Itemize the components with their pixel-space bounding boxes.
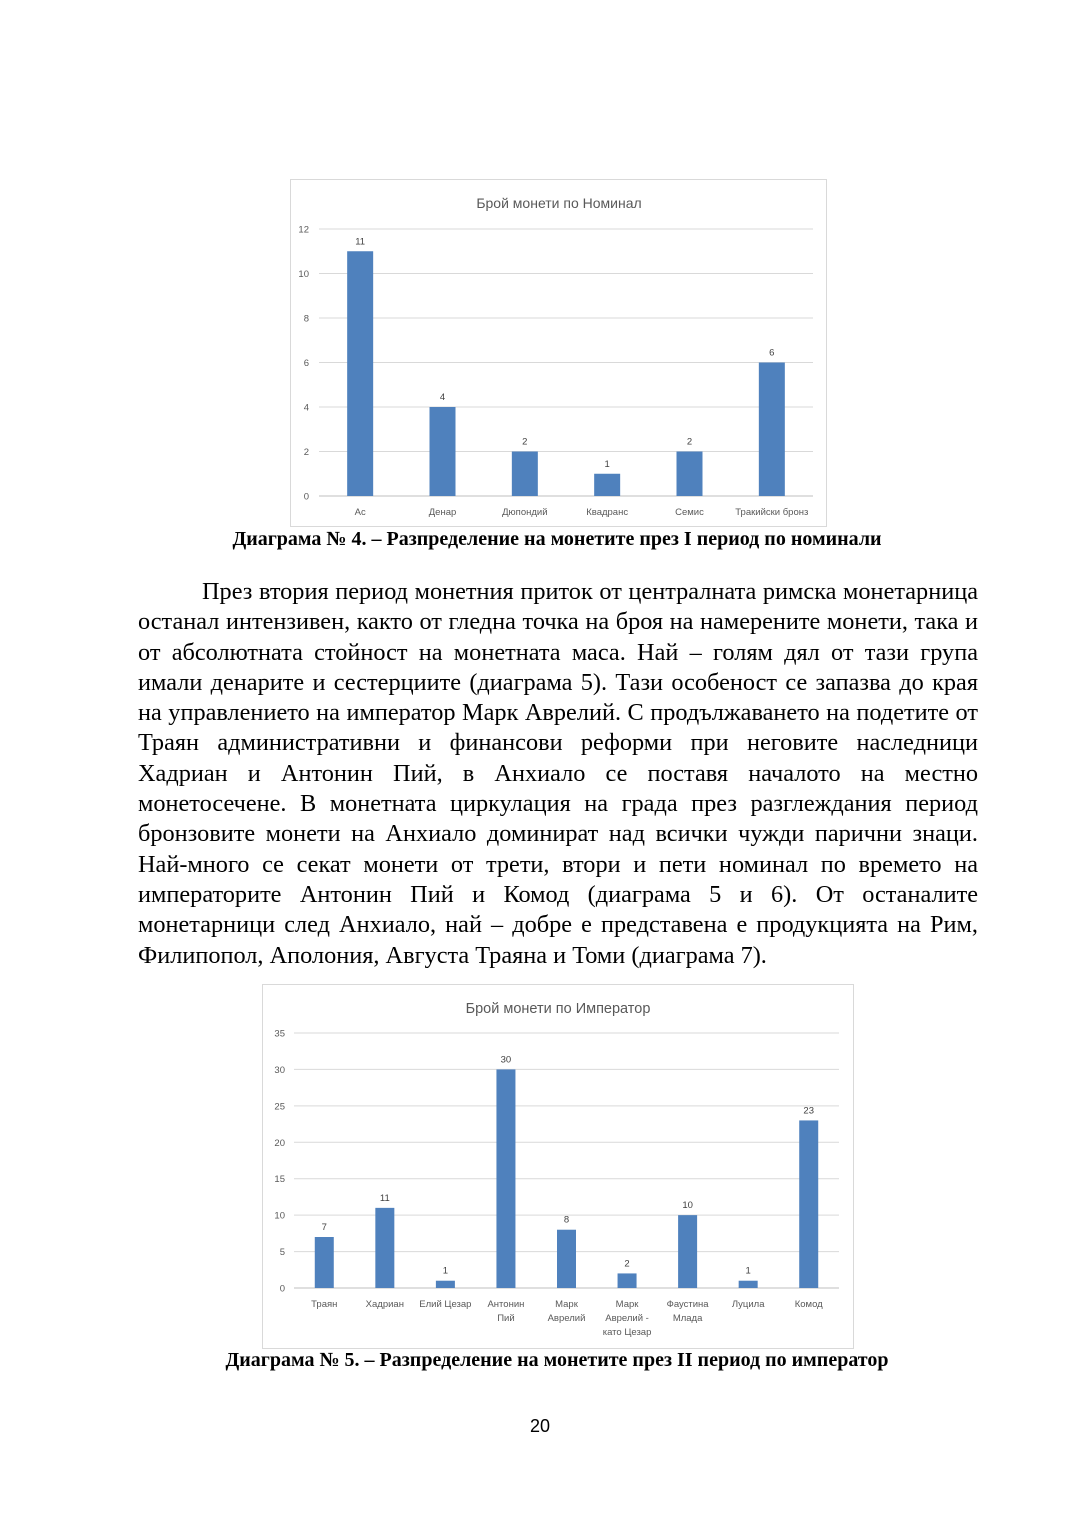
y-tick-label: 35: [274, 1028, 285, 1040]
category-label: Квадранс: [586, 507, 629, 518]
chart-nominal-svg: [291, 180, 826, 526]
bar: [496, 1069, 515, 1288]
data-label: 1: [442, 1265, 449, 1277]
data-label: 2: [624, 1258, 630, 1270]
category-label: Траян: [311, 1299, 338, 1310]
chart-caption-nominal: Диаграма № 4. – Разпределение на монетите през I период по номинали: [232, 528, 882, 550]
bar: [315, 1237, 334, 1288]
bar: [678, 1215, 697, 1288]
data-label: 11: [355, 236, 366, 248]
data-label: 7: [321, 1222, 327, 1233]
y-tick-label: 0: [279, 1283, 285, 1295]
category-label: Фаустина: [666, 1299, 709, 1310]
category-label: Марк: [615, 1299, 639, 1310]
chart-nominal: [290, 179, 827, 527]
page-number: 20: [529, 1416, 551, 1436]
bar: [347, 251, 373, 496]
chart-title: Брой монети по Номинал: [476, 195, 642, 211]
data-label: 23: [803, 1105, 815, 1117]
chart-emperor-svg: [263, 985, 853, 1348]
y-tick-label: 12: [298, 224, 309, 236]
chart-title: Брой монети по Император: [465, 1001, 651, 1017]
data-label: 1: [745, 1265, 751, 1277]
category-label: Хадриан: [365, 1299, 404, 1310]
bar: [375, 1208, 394, 1288]
y-tick-label: 5: [279, 1247, 285, 1259]
category-label: Аврелий -: [605, 1313, 649, 1324]
y-tick-label: 0: [303, 491, 309, 503]
data-label: 11: [379, 1192, 390, 1204]
data-label: 2: [522, 436, 528, 448]
data-label: 2: [686, 436, 693, 448]
bar: [677, 452, 703, 497]
bar: [759, 363, 785, 497]
bar: [739, 1281, 758, 1288]
category-label: Марк: [555, 1299, 578, 1310]
body-text: [138, 577, 978, 971]
category-label: Антонин: [487, 1299, 525, 1310]
chart-caption-emperor: Диаграма № 5. – Разпределение на монетите през II период по император: [225, 1349, 889, 1371]
y-tick-label: 10: [274, 1210, 285, 1222]
bar: [436, 1281, 455, 1288]
category-label: Дюпондий: [502, 507, 548, 518]
bar: [557, 1230, 576, 1288]
bar: [512, 452, 538, 497]
y-tick-label: 8: [303, 313, 309, 325]
category-label: Аврелий: [547, 1313, 586, 1324]
data-label: 8: [563, 1214, 570, 1226]
y-tick-label: 20: [274, 1137, 285, 1149]
category-label: Тракийски бронз: [735, 507, 809, 518]
bar: [594, 474, 620, 496]
bar: [618, 1273, 637, 1288]
category-label: като Цезар: [602, 1327, 652, 1338]
y-tick-label: 2: [303, 447, 309, 458]
data-label: 4: [439, 392, 446, 403]
y-tick-label: 10: [298, 269, 309, 280]
category-label: Денар: [428, 507, 457, 518]
chart-emperor: [262, 984, 854, 1349]
category-label: Ас: [354, 507, 366, 518]
category-label: Луцила: [731, 1299, 765, 1310]
y-tick-label: 25: [274, 1101, 285, 1113]
y-tick-label: 6: [303, 358, 309, 369]
category-label: Комод: [794, 1299, 823, 1310]
bar: [430, 407, 456, 496]
data-label: 1: [604, 458, 610, 470]
category-label: Млада: [672, 1313, 703, 1324]
paragraph: През втория период монетния приток от централната римска монетарница останал интензивен, както от гледна точка на броя на намерените монети, така и от абсолютната стойност на монетната маса. Най – голям дял от тази група имали денарите и сестерциите (диаграма 5). Тази особеност се запазва до края на управлението на император Марк Аврелий. С продължаването на подетите от Траян административни и финансови реформи при неговите наследници Хадриан и Антонин Пий, в Анхиало се поставя началото на местно монетосечене. В монетната циркулация на града през разглеждания период бронзовите монети на Анхиало доминират над всички чужди парични знаци. Най-много се секат монети от трети, втори и пети номинал по времето на императорите Антонин Пий и Комод (диаграма 5 и 6). От останалите монетарници след Анхиало, най – добре е представена е продукцията на Рим, Филипопол, Аполония, Августа Траяна и Томи (диаграма 7).: [138, 578, 978, 969]
data-label: 6: [769, 347, 775, 359]
y-tick-label: 4: [303, 402, 309, 414]
bar: [799, 1120, 818, 1288]
y-tick-label: 15: [274, 1174, 285, 1186]
category-label: Пий: [497, 1313, 515, 1324]
category-label: Семис: [675, 507, 704, 518]
category-label: Елий Цезар: [419, 1299, 472, 1310]
y-tick-label: 30: [274, 1064, 285, 1076]
data-label: 10: [682, 1200, 693, 1212]
data-label: 30: [500, 1054, 512, 1066]
